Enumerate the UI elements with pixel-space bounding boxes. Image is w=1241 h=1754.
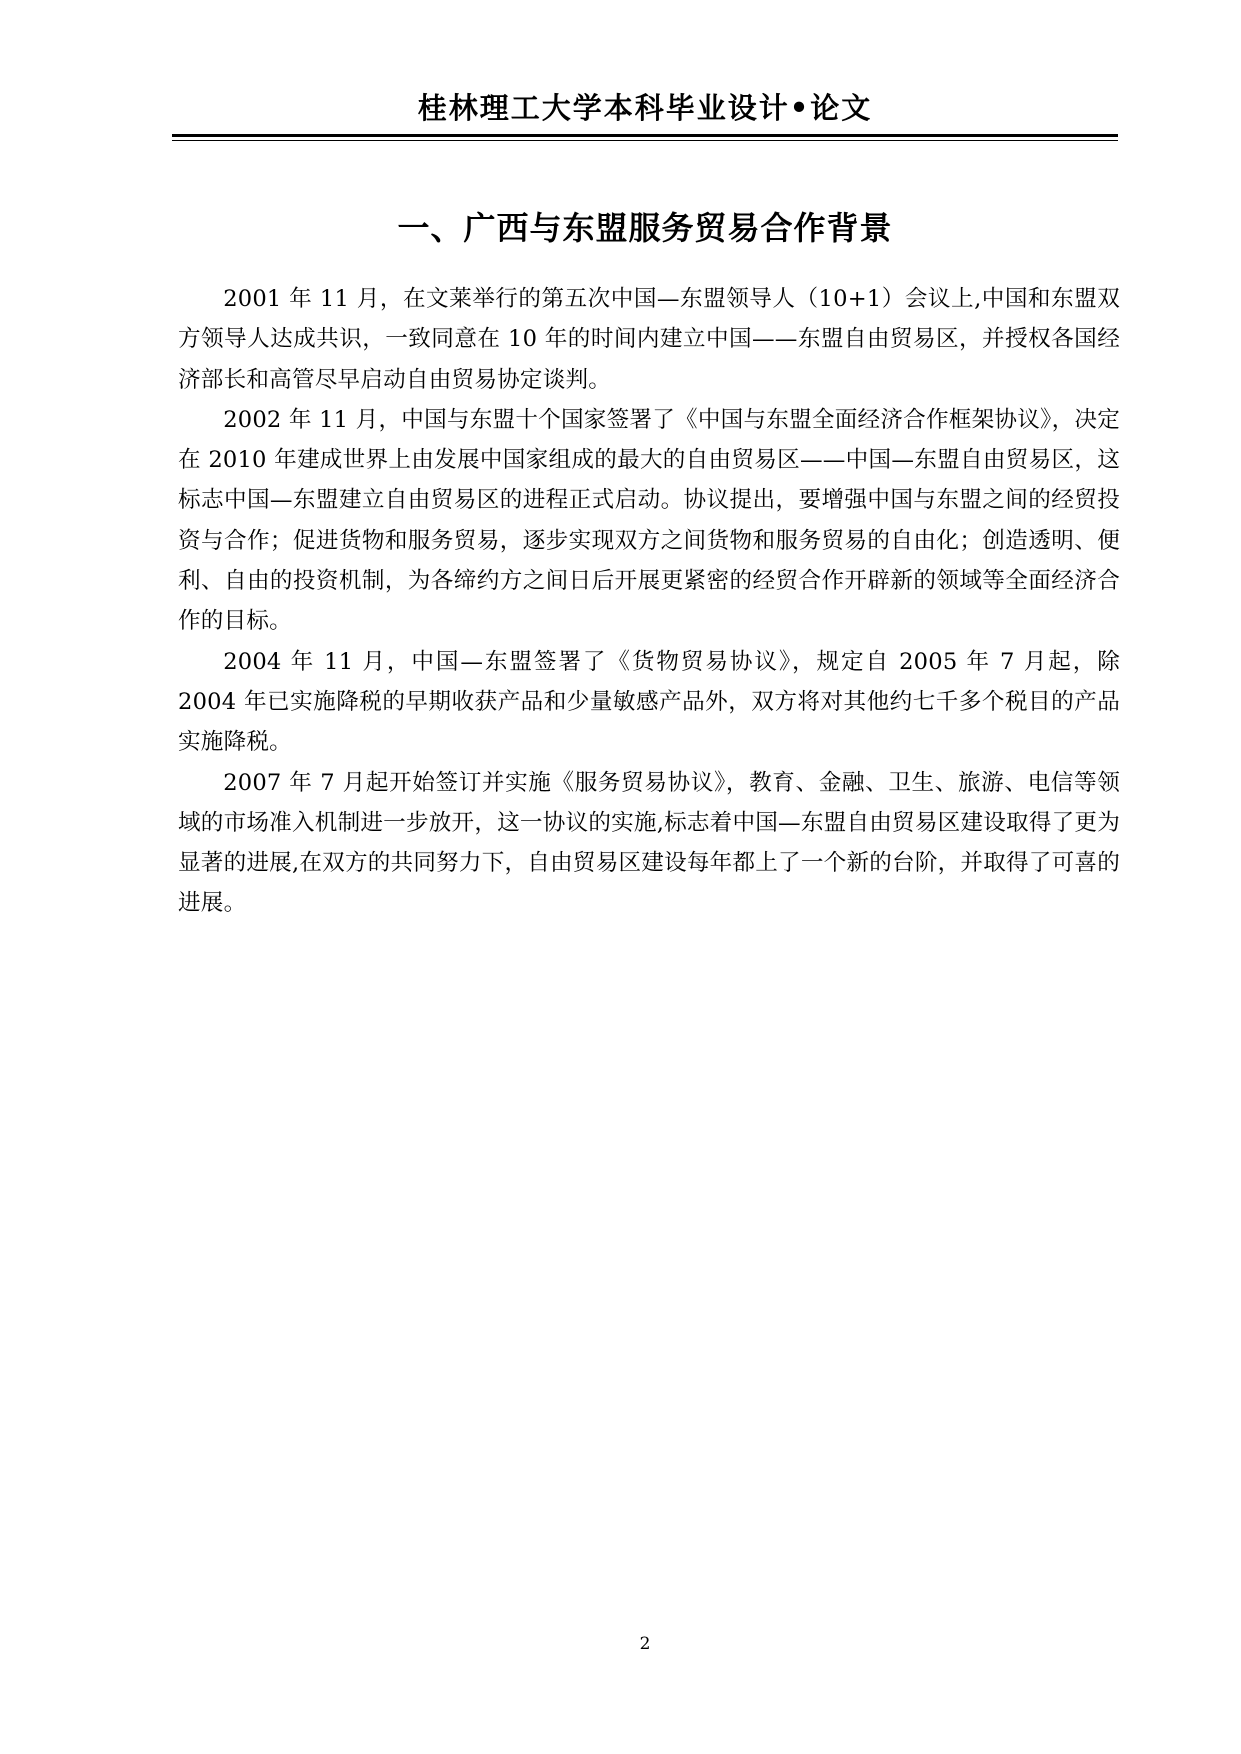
paragraph-1: 2001 年 11 月，在文莱举行的第五次中国—东盟领导人（10+1）会议上,中国和东盟双方领导人达成共识，一致同意在 10 年的时间内建立中国——东盟自由贸易区，并授权各国经济部长和高管尽早启动自由贸易协定谈判。 — [178, 286, 1120, 393]
page-number: 2 — [639, 1634, 651, 1654]
body-text — [178, 279, 1120, 924]
header-rule-thin — [172, 140, 1118, 141]
paragraph-2: 2002 年 11 月，中国与东盟十个国家签署了《中国与东盟全面经济合作框架协议》，决定在 2010 年建成世界上由发展中国家组成的最大的自由贸易区——中国—东盟自由贸易区，这标志中国—东盟建立自由贸易区的进程正式启动。协议提出，要增强中国与东盟之间的经贸投资与合作；促进货物和服务贸易，逐步实现双方之间货物和服务贸易的自由化；创造透明、便利、自由的投资机制，为各缔约方之间日后开展更紧密的经贸合作开辟新的领域等全面经济合作的目标。 — [178, 406, 1120, 635]
header-rule-thick — [172, 134, 1118, 137]
running-header-title: 桂林理工大学本科毕业设计•论文 — [417, 91, 873, 125]
section-title: 一、广西与东盟服务贸易合作背景 — [397, 209, 893, 247]
paragraph-3: 2004 年 11 月，中国—东盟签署了《货物贸易协议》，规定自 2005 年 7 月起，除 2004 年已实施降税的早期收获产品和少量敏感产品外，双方将对其他约七千多个税目的产品实施降税。 — [178, 648, 1120, 756]
paragraph-4: 2007 年 7 月起开始签订并实施《服务贸易协议》，教育、金融、卫生、旅游、电信等领域的市场准入机制进一步放开，这一协议的实施,标志着中国—东盟自由贸易区建设取得了更为显著的进展,在双方的共同努力下，自由贸易区建设每年都上了一个新的台阶，并取得了可喜的进展。 — [178, 769, 1120, 917]
